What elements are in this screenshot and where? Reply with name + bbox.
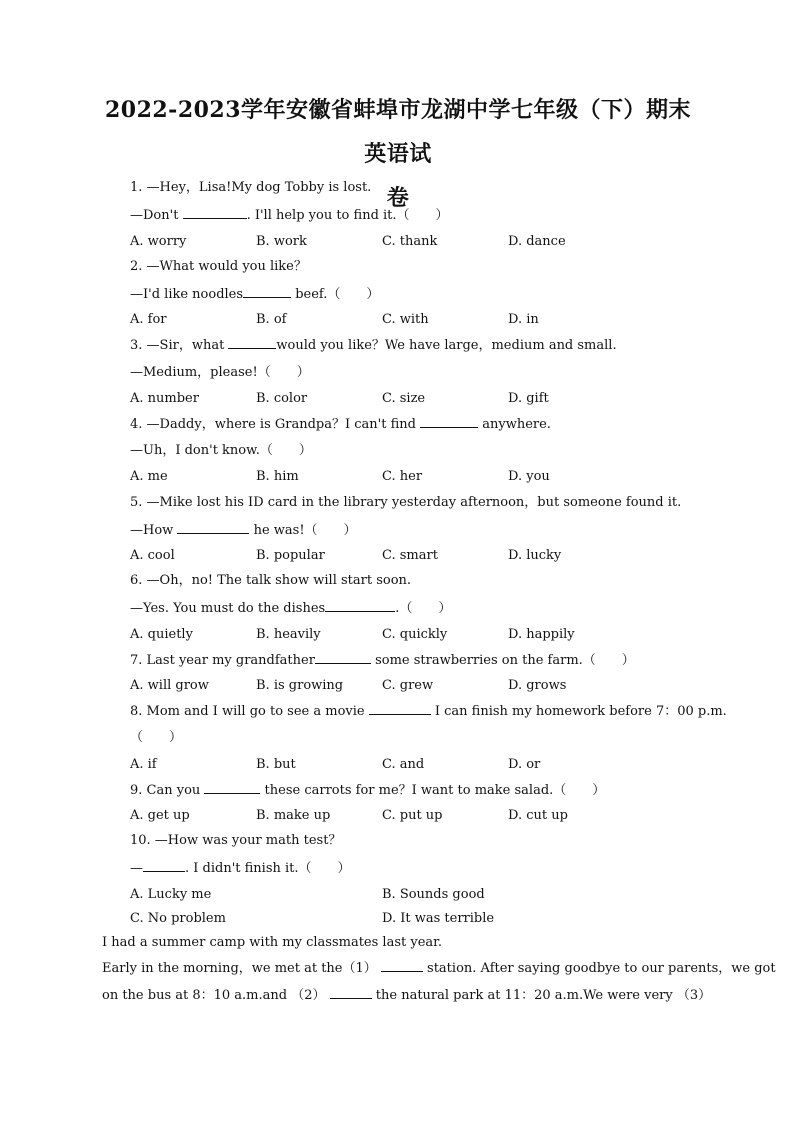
q9-option-c: C. put up [382, 808, 443, 823]
q8-option-b: B. but [256, 757, 296, 772]
q7-option-c: C. grew [382, 678, 434, 693]
q10-reply: — . I didn't finish it.（ ） [130, 861, 351, 876]
q3-option-c: C. size [382, 391, 426, 406]
q3-reply: —Medium，please!（ ） [130, 365, 310, 380]
answer-blank [204, 781, 260, 794]
q5-option-a: A. cool [130, 548, 175, 563]
q10-option-b: B. Sounds good [382, 887, 485, 902]
q1-option-d: D. dance [508, 234, 566, 249]
q7-option-a: A. will grow [130, 678, 209, 693]
q8-stem: 8. Mom and I will go to see a movie I can finish my homework before 7：00 p.m. [130, 704, 727, 719]
q5-stem: 5. —Mike lost his ID card in the library yesterday afternoon，but someone found it. [130, 495, 682, 510]
answer-blank [381, 959, 423, 972]
q2-option-b: B. of [256, 312, 287, 327]
q5-option-d: D. lucky [508, 548, 562, 563]
q10-option-d: D. It was terrible [382, 911, 495, 926]
passage-line-2: Early in the morning，we met at the（1） station. After saying goodbye to our parents，we got [102, 961, 776, 976]
q5-reply: —How he was!（ ） [130, 523, 357, 538]
answer-blank [330, 986, 372, 999]
q4-stem: 4. —Daddy，where is Grandpa？I can't find anywhere. [130, 417, 551, 432]
q6-option-a: A. quietly [130, 627, 193, 642]
q7-stem: 7. Last year my grandfather some strawberries on the farm.（ ） [130, 653, 635, 668]
q3-option-a: A. number [130, 391, 199, 406]
q2-option-a: A. for [130, 312, 167, 327]
title-line-2: 卷 [386, 185, 410, 211]
q5-option-c: C. smart [382, 548, 438, 563]
q1-stem: 1. —Hey，Lisa!My dog Tobby is lost. [130, 180, 372, 195]
q7-option-d: D. grows [508, 678, 567, 693]
q9-option-a: A. get up [130, 808, 190, 823]
q6-stem: 6. —Oh，no! The talk show will start soon. [130, 573, 412, 588]
q3-stem: 3. —Sir，what would you like？We have large，medium and small. [130, 338, 617, 353]
q10-stem: 10. —How was your math test？ [130, 833, 342, 848]
q4-option-b: B. him [256, 469, 299, 484]
q8-option-a: A. if [130, 757, 157, 772]
q2-option-c: C. with [382, 312, 429, 327]
q9-option-b: B. make up [256, 808, 331, 823]
q2-option-d: D. in [508, 312, 539, 327]
q1-option-a: A. worry [130, 234, 187, 249]
q1-option-b: B. work [256, 234, 307, 249]
q6-option-c: C. quickly [382, 627, 448, 642]
q4-option-d: D. you [508, 469, 550, 484]
answer-blank [420, 415, 478, 428]
answer-blank [228, 336, 276, 349]
answer-blank [183, 206, 247, 219]
q8-option-c: C. and [382, 757, 425, 772]
answer-blank [177, 521, 249, 534]
q1-option-c: C. thank [382, 234, 438, 249]
q9-option-d: D. cut up [508, 808, 568, 823]
q8-paren: （ ） [130, 730, 183, 745]
answer-blank [143, 859, 185, 872]
q5-option-b: B. popular [256, 548, 325, 563]
q6-reply: —Yes. You must do the dishes .（ ） [130, 601, 452, 616]
q4-option-a: A. me [130, 469, 168, 484]
answer-blank [325, 599, 395, 612]
q6-option-b: B. heavily [256, 627, 321, 642]
q2-stem: 2. —What would you like？ [130, 259, 307, 274]
answer-blank [369, 702, 431, 715]
q3-option-b: B. color [256, 391, 308, 406]
answer-blank [315, 651, 371, 664]
q10-option-c: C. No problem [130, 911, 226, 926]
answer-blank [243, 285, 291, 298]
q2-reply: —I'd like noodles beef.（ ） [130, 287, 380, 302]
title-line-1: 2022-2023学年安徽省蚌埠市龙湖中学七年级（下）期末英语试 [104, 97, 692, 167]
q4-option-c: C. her [382, 469, 423, 484]
q6-option-d: D. happily [508, 627, 575, 642]
q8-option-d: D. or [508, 757, 541, 772]
q7-option-b: B. is growing [256, 678, 344, 693]
passage-line-3: on the bus at 8：10 a.m.and （2） the natural park at 11：20 a.m.We were very （3） [102, 988, 712, 1003]
q4-reply: —Uh，I don't know.（ ） [130, 443, 312, 458]
exam-title [96, 88, 700, 220]
q9-stem: 9. Can you these carrots for me？I want to make salad.（ ） [130, 783, 606, 798]
q3-option-d: D. gift [508, 391, 549, 406]
passage-line-1: I had a summer camp with my classmates last year. [102, 935, 443, 950]
q1-reply: —Don't . I'll help you to find it.（ ） [130, 208, 449, 223]
q10-option-a: A. Lucky me [130, 887, 212, 902]
